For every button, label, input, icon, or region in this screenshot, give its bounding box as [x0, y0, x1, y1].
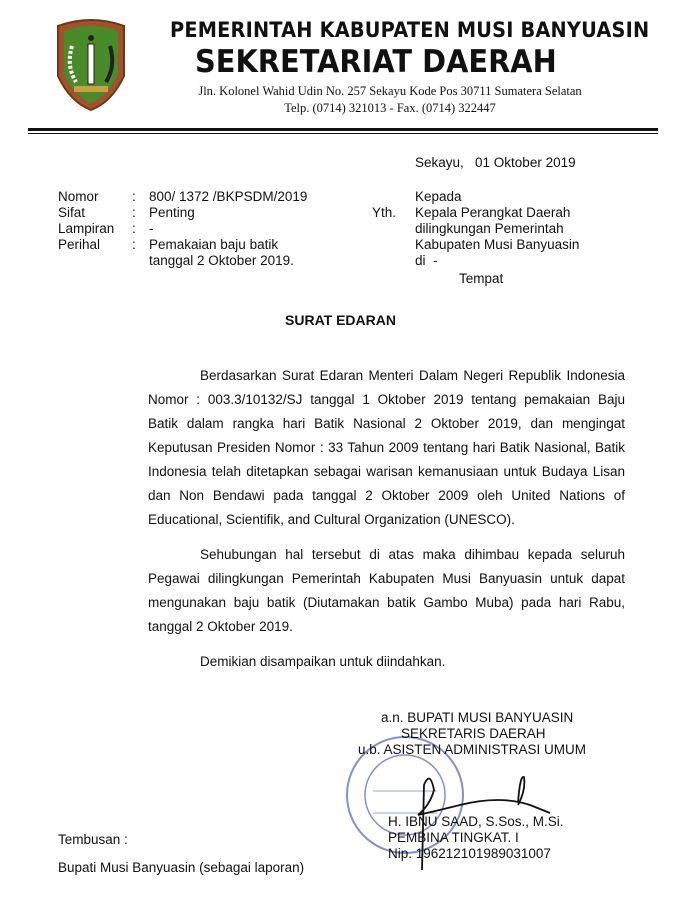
closing-text: Demikian disampaikan untuk diindahkan. — [200, 654, 446, 669]
signature-line: u.b. ASISTEN ADMINISTRASI UMUM — [358, 742, 587, 757]
letter-date: Sekayu, 01 Oktober 2019 — [415, 155, 576, 170]
meta-value-perihal: Pemakaian baju batik — [149, 237, 279, 252]
tempat: Tempat — [459, 271, 504, 286]
body-line: Keputusan Presiden Nomor : 33 Tahun 2009 tentang hari Batik Nasional, Batik — [148, 440, 625, 455]
signature-line: SEKRETARIS DAERAH — [401, 726, 546, 741]
meta-value-sifat: Penting — [149, 205, 195, 220]
regency-crest-logo — [52, 16, 130, 112]
body-line: Educational, Scientifik, and Cultural Organization (UNESCO). — [148, 512, 515, 527]
tembusan-label: Tembusan : — [58, 832, 128, 847]
recipient-line: dilingkungan Pemerintah — [415, 221, 564, 236]
recipient-line: Kepala Perangkat Daerah — [415, 205, 571, 220]
letter-title: SURAT EDARAN — [285, 312, 396, 328]
meta-label: Nomor — [58, 189, 99, 204]
recipient-line: di - — [415, 253, 438, 268]
body-line: mengunakan baju batik (Diutamakan batik Gambo Muba) pada hari Rabu, — [148, 595, 625, 610]
meta-label: Perihal — [58, 237, 101, 252]
body-line: Batik dalam rangka hari Batik Nasional 2 Oktober 2019, dan mengingat — [148, 416, 625, 431]
signatory-rank: PEMBINA TINGKAT. I — [388, 830, 519, 845]
phone-fax: Telp. (0714) 321013 - Fax. (0714) 322447 — [284, 101, 496, 115]
meta-value-perihal-cont: tanggal 2 Oktober 2019. — [149, 253, 294, 268]
colon: : — [132, 221, 136, 236]
body-line: tanggal 2 Oktober 2019. — [148, 619, 293, 634]
body-line: Nomor : 003.3/10132/SJ tanggal 1 Oktober 2019 tentang pemakaian Baju — [148, 392, 625, 407]
address: Jln. Kolonel Wahid Udin No. 257 Sekayu Kode Pos 30711 Sumatera Selatan — [198, 84, 582, 98]
body-line: Berdasarkan Surat Edaran Menteri Dalam Negeri Republik Indonesia — [200, 368, 625, 383]
body-line: Sehubungan hal tersebut di atas maka dihimbau kepada seluruh — [200, 547, 625, 562]
tembusan-item: Bupati Musi Banyuasin (sebagai laporan) — [58, 860, 305, 875]
meta-value-lampiran: - — [149, 221, 154, 236]
government-name: PEMERINTAH KABUPATEN MUSI BANYUASIN — [170, 18, 650, 42]
office-name: SEKRETARIAT DAERAH — [195, 44, 557, 80]
meta-label: Lampiran — [58, 221, 115, 236]
kepada-label: Kepada — [415, 189, 462, 204]
recipient-line: Kabupaten Musi Banyuasin — [415, 237, 580, 252]
signatory-name: H. IBNU SAAD, S.Sos., M.Si. — [388, 814, 564, 829]
colon: : — [132, 237, 136, 252]
meta-label: Sifat — [58, 205, 86, 220]
signatory-nip: Nip. 196212101989031007 — [388, 846, 551, 861]
colon: : — [132, 205, 136, 220]
yth-label: Yth. — [372, 205, 397, 220]
body-line: dan Non Bendawi pada tanggal 2 Oktober 2009 oleh United Nations of — [148, 488, 625, 503]
body-line: Pegawai dilingkungan Pemerintah Kabupaten Musi Banyuasin untuk dapat — [148, 571, 625, 586]
body-line: Indonesia telah ditetapkan sebagai warisan kemanusiaan untuk Budaya Lisan — [148, 464, 625, 479]
signature-line: a.n. BUPATI MUSI BANYUASIN — [381, 710, 574, 725]
colon: : — [132, 189, 136, 204]
header-divider-thin — [28, 133, 658, 134]
header-divider — [28, 128, 658, 131]
meta-value-nomor: 800/ 1372 /BKPSDM/2019 — [149, 189, 308, 204]
